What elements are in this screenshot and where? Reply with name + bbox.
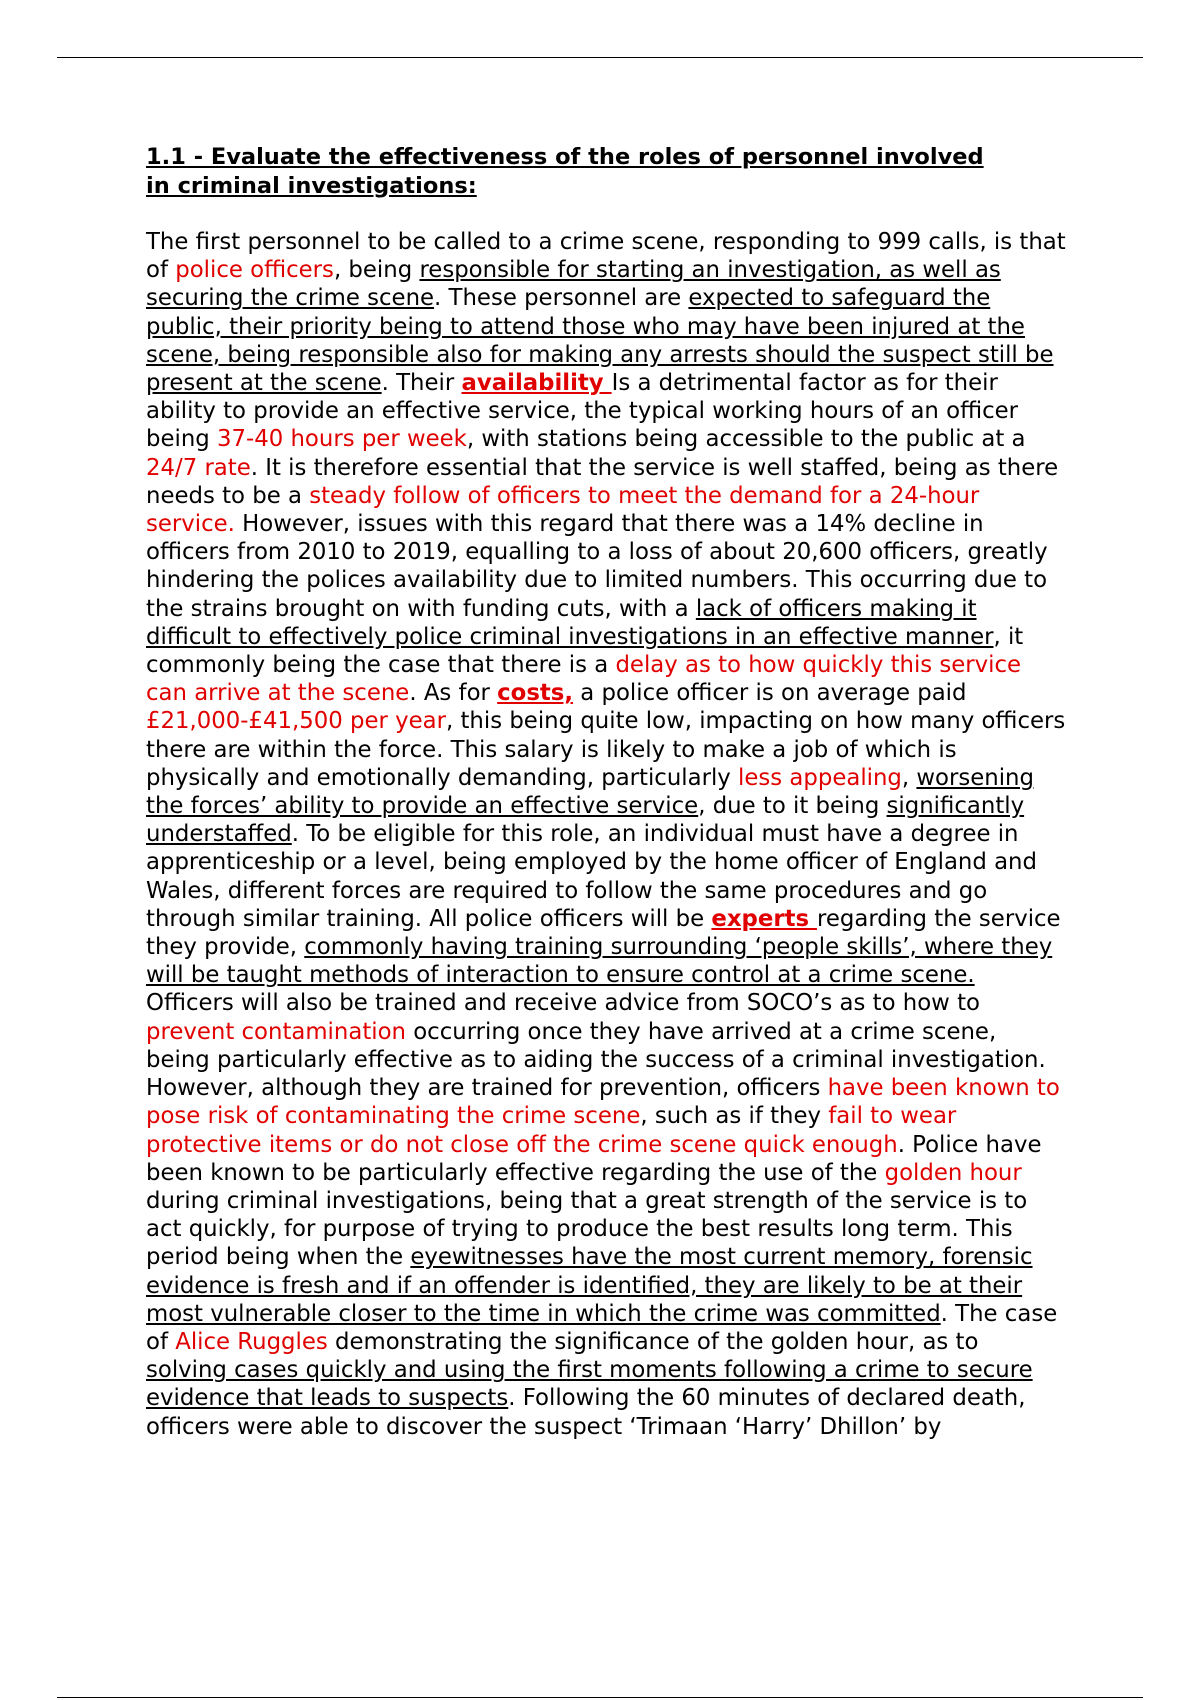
text-segment: , such as if they (640, 1103, 829, 1130)
underlined-segment: significantly understaffed (146, 793, 1025, 848)
highlighted-segment: costs, (497, 680, 574, 707)
highlighted-segment: 37-40 hours per week (217, 426, 467, 453)
bottom-rule (57, 1697, 1143, 1698)
text-segment: , with stations being accessible to the public at a (466, 426, 1026, 453)
text-segment: , being (333, 257, 420, 284)
underlined-segment: eyewitnesses have the most current memory, forensic evidence is fresh and if an offender is identified, they are likely to be at their most vulnerable closer to the time in which the crime was committed (146, 1244, 1033, 1327)
highlighted-segment: prevent contamination (146, 1018, 406, 1045)
highlighted-segment: less appealing (738, 764, 902, 791)
underlined-segment: lack of officers making it difficult to effectively police criminal investigations in an effective manner (146, 595, 994, 650)
underlined-segment: commonly having training surrounding ‘people skills’, where they will be taught methods of interaction to ensure control at a crime scene. (146, 934, 1053, 989)
highlighted-segment: delay as to how quickly this service can arrive at the scene (146, 652, 1022, 707)
text-segment: , (901, 764, 917, 791)
text-segment: during criminal investigations, being that a great strength of the service is to act quickly, for purpose of trying to produce the best results long term. This period being when the (146, 1187, 1028, 1271)
heading-line-2: in criminal investigations: (146, 172, 477, 199)
underlined-segment: responsible for starting an investigation, as well as securing the crime scene (146, 257, 1001, 312)
highlighted-segment: fail to wear protective items or do not close off the crime scene quick enough (146, 1103, 957, 1158)
text-segment: . The case of (146, 1300, 1058, 1355)
text-segment: . These personnel are (434, 285, 689, 312)
highlighted-segment: have been known to pose risk of contaminating the crime scene (146, 1075, 1060, 1130)
top-rule (57, 57, 1143, 58)
heading-line-1: 1.1 - Evaluate the effectiveness of the roles of personnel involved (146, 144, 984, 170)
text-segment: demonstrating the significance of the golden hour, as to (327, 1328, 979, 1355)
highlighted-segment: steady follow of officers to meet the demand for a 24-hour service. (146, 482, 980, 538)
text-segment: , due to it being (698, 793, 887, 820)
text-segment: Officers will also be trained and receive advice from SOCO’s as to how to (146, 990, 980, 1017)
text-segment: . It is therefore essential that the service is well staffed, being as there needs to be a (146, 454, 1059, 509)
text-segment: occurring once they have arrived at a crime scene, being particularly effective as to aiding the success of a criminal investigation. However, although they are trained for prevention, officers (146, 1018, 1046, 1102)
text-segment: a police officer is on average paid (573, 680, 967, 707)
text-segment: . To be eligible for this role, an individual must have a degree in apprenticeship or a level, being employed by the home officer of England and Wales, different forces are required to follow the same procedures and go through similar training. All police officers will be (146, 821, 1037, 932)
highlighted-segment: availability (461, 370, 612, 397)
underlined-segment: expected to safeguard the public, their priority being to attend those who may have been injured at the scene, being responsible also for making any arrests should the suspect still be present at the scene (146, 285, 1054, 397)
text-segment: . Following the 60 minutes of declared death, officers were able to discover the suspect ‘Trimaan ‘Harry’ Dhillon’ by (146, 1385, 1026, 1440)
text-segment: , this being quite low, impacting on how many officers there are within the force. This salary is likely to make a job of which is physically and emotionally demanding, particularly (146, 708, 1066, 791)
text-segment: . Their (381, 370, 462, 397)
highlighted-segment: 24/7 rate (146, 454, 251, 481)
highlighted-segment: Alice Ruggles (175, 1328, 328, 1355)
highlighted-segment: experts (711, 905, 817, 932)
highlighted-segment: golden hour (884, 1159, 1022, 1186)
text-segment: Is a detrimental factor as for their ability to provide an effective service, the typical working hours of an officer being (146, 370, 1019, 453)
underlined-segment: worsening the forces’ ability to provide an effective service (146, 764, 1034, 820)
text-segment: However, issues with this regard that there was a 14% decline in officers from 2010 to 2019, equalling to a loss of about 20,600 officers, greatly hindering the polices availability due to limited numbers. This occurring due to the strains brought on with funding cuts, with a (146, 511, 1048, 622)
text-segment: , it commonly being the case that there is a (146, 623, 1024, 679)
document-body (146, 143, 1066, 1441)
text-segment: . Police have been known to be particularly effective regarding the use of the (146, 1131, 1042, 1186)
underlined-segment: solving cases quickly and using the first moments following a crime to secure evidence that leads to suspects (146, 1357, 1033, 1412)
text-segment: . As for (409, 680, 498, 707)
text-segment: The first personnel to be called to a crime scene, responding to 999 calls, is that of (146, 229, 1066, 284)
section-heading (146, 143, 1066, 200)
body-paragraph (146, 228, 1066, 1441)
highlighted-segment: police officers (175, 257, 334, 284)
text-segment: regarding the service they provide, (146, 905, 1061, 961)
highlighted-segment: £21,000-£41,500 per year (146, 708, 446, 735)
